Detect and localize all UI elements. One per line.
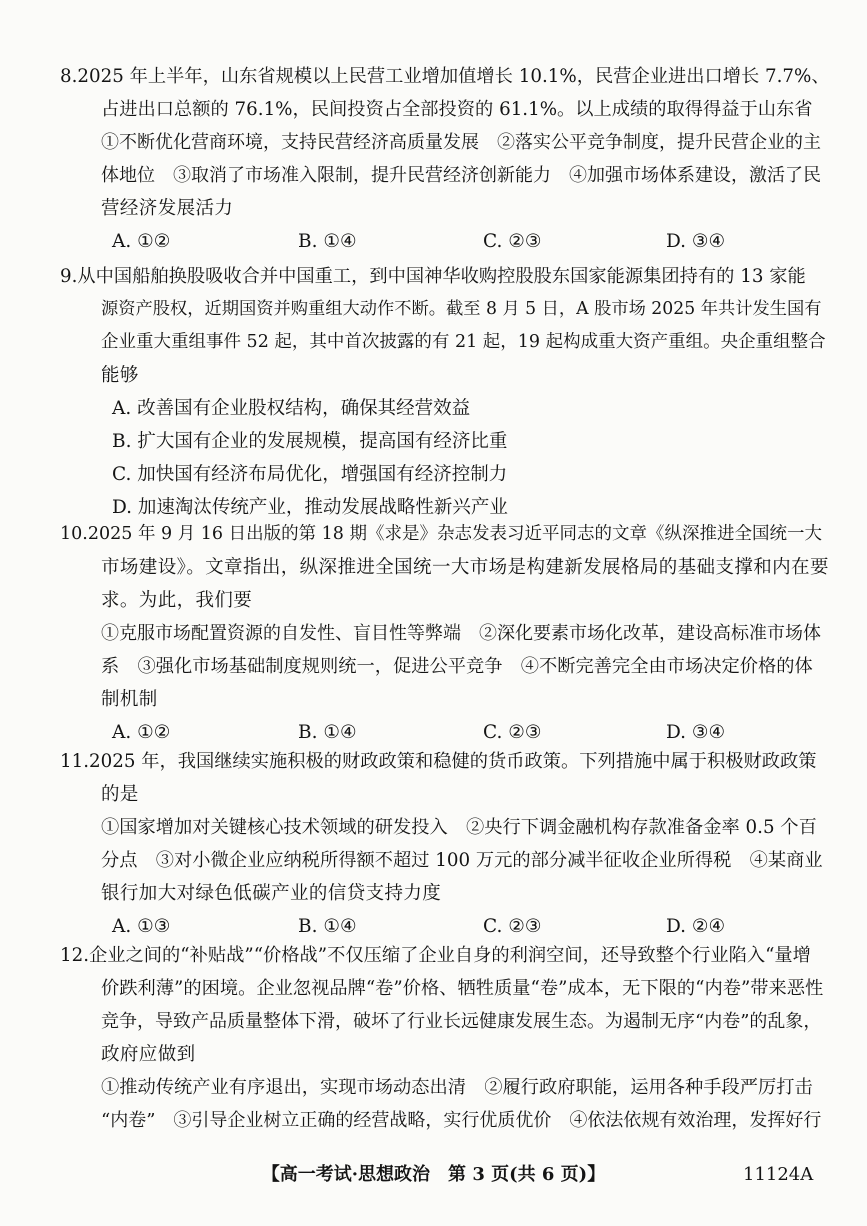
- question-text: 2025 年 9 月 16 日出版的第 18 期《求是》杂志发表习近平同志的文章《纵深推进全国统一大: [87, 524, 822, 544]
- question-text: 竞争，导致产品质量整体下滑，破坏了行业长远健康发展生态。为遏制无序“内卷”的乱象，: [101, 1011, 822, 1032]
- option-c: C. ②③: [483, 231, 542, 252]
- question-9: [60, 260, 830, 524]
- question-text: 企业之间的“补贴战”“价格战”不仅压缩了企业自身的利润空间，还导致整个行业陷入“量增: [89, 945, 811, 966]
- statement-text: 营经济发展活力: [101, 198, 234, 219]
- option-d: D. ②④: [666, 916, 726, 937]
- question-line: [60, 60, 830, 93]
- statement-text: 分点 ③对小微企业应纳税所得额不超过 100 万元的部分减半征收企业所得税 ④某商业: [101, 850, 823, 871]
- answer-options: [60, 225, 830, 258]
- question-text: 企业重大重组事件 52 起，其中首次披露的有 21 起，19 起构成重大资产重组。央企重组整合: [101, 332, 826, 352]
- question-text: 能够: [101, 365, 139, 386]
- choice-d: D. 加速淘汰传统产业，推动发展战略性新兴产业: [112, 497, 508, 518]
- option-c: C. ②③: [483, 722, 542, 743]
- question-text: 政府应做到: [101, 1044, 196, 1065]
- question-line: [60, 745, 830, 778]
- option-d: D. ③④: [666, 231, 726, 252]
- question-text: 价跌利薄”的困境。企业忽视品牌“卷”价格、牺牲质量“卷”成本，无下限的“内卷”带来恶性: [101, 978, 824, 999]
- statement-text: “内卷” ③引导企业树立正确的经营战略，实行优质优价 ④依法依规有效治理，发挥好行: [101, 1110, 822, 1131]
- question-text: 2025 年上半年，山东省规模以上民营工业增加值增长 10.1%，民营企业进出口增长 7.7%、: [77, 66, 830, 87]
- question-text: 求。为此，我们要: [101, 590, 253, 611]
- option-c: C. ②③: [483, 916, 542, 937]
- option-b: B. ①④: [298, 231, 357, 252]
- option-a: A. ①③: [112, 916, 171, 937]
- statement-text: ①不断优化营商环境，支持民营经济高质量发展 ②落实公平竞争制度，提升民营企业的主: [101, 132, 821, 153]
- option-b: B. ①④: [298, 722, 357, 743]
- question-text: 源资产股权，近期国资并购重组大动作不断。截至 8 月 5 日，A 股市场 2025 年共计发生国有: [101, 299, 822, 319]
- question-number: 11.: [60, 751, 90, 772]
- choice-c: C. 加快国有经济布局优化，增强国有经济控制力: [112, 464, 508, 485]
- question-number: 10.: [60, 524, 88, 544]
- question-text: 2025 年，我国继续实施积极的财政政策和稳健的货币政策。下列措施中属于积极财政政策: [89, 751, 817, 772]
- statement-text: ①国家增加对关键核心技术领域的研发投入 ②央行下调金融机构存款准备金率 0.5 个百: [101, 817, 817, 838]
- question-10: [60, 518, 830, 749]
- statement-text: 制机制: [101, 689, 158, 710]
- question-11: [60, 745, 830, 943]
- statement-text: ①克服市场配置资源的自发性、盲目性等弊端 ②深化要素市场化改革，建设高标准市场体: [101, 623, 821, 644]
- option-a: A. ①②: [112, 722, 171, 743]
- question-number: 12.: [60, 945, 90, 966]
- statement-text: 银行加大对绿色低碳产业的信贷支持力度: [101, 883, 442, 904]
- option-d: D. ③④: [666, 722, 726, 743]
- question-text: 市场建设》。文章指出，纵深推进全国统一大市场是构建新发展格局的基础支撑和内在要: [101, 557, 829, 578]
- question-number: 9.: [60, 266, 78, 287]
- question-line: [60, 260, 830, 293]
- question-line: [60, 939, 830, 972]
- question-8: [60, 60, 830, 258]
- question-number: 8.: [60, 66, 78, 87]
- question-text: 的是: [101, 784, 139, 805]
- question-line: [60, 518, 830, 551]
- question-text: 占进出口总额的 76.1%，民间投资占全部投资的 61.1%。以上成绩的取得得益于山东省: [101, 99, 813, 120]
- exam-code: 11124A: [743, 1164, 814, 1185]
- choice-a: A. 改善国有企业股权结构，确保其经营效益: [112, 398, 471, 419]
- page-footer: [0, 1157, 867, 1193]
- statement-text: 体地位 ③取消了市场准入限制，提升民营经济创新能力 ④加强市场体系建设，激活了民: [101, 165, 821, 186]
- footer-title: 【高一考试·思想政治 第 3 页(共 6 页)】: [261, 1164, 606, 1185]
- question-12: [60, 939, 830, 1137]
- option-b: B. ①④: [298, 916, 357, 937]
- statement-text: 系 ③强化市场基础制度规则统一，促进公平竞争 ④不断完善完全由市场决定价格的体: [101, 656, 813, 677]
- question-text: 从中国船舶换股吸收合并中国重工，到中国神华收购控股股东国家能源集团持有的 13 家能: [77, 266, 806, 287]
- statement-text: ①推动传统产业有序退出，实现市场动态出清 ②履行政府职能，运用各种手段严厉打击: [101, 1077, 813, 1098]
- choice-b: B. 扩大国有企业的发展规模，提高国有经济比重: [112, 431, 508, 452]
- option-a: A. ①②: [112, 231, 171, 252]
